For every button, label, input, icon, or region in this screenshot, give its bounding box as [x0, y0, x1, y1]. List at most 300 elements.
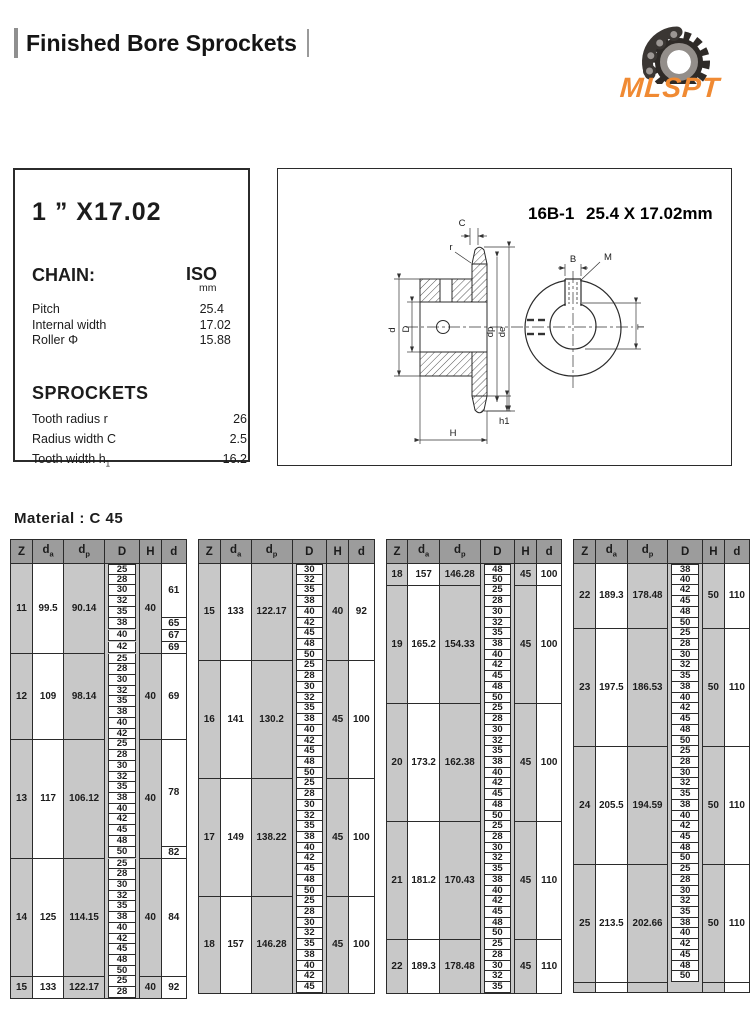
- row-label: Tooth radius r: [32, 411, 108, 426]
- cell-D: 28: [105, 987, 140, 998]
- cell-D: 45: [668, 596, 702, 607]
- cell-D: 42: [292, 736, 327, 747]
- cell-D: 28: [480, 950, 514, 961]
- cell-D: 35: [480, 746, 514, 757]
- cell-D: 30: [668, 886, 702, 897]
- cell-D: 30: [668, 650, 702, 661]
- cell-D: 32: [480, 736, 514, 747]
- cell-H: 45: [327, 896, 349, 993]
- cell-dp: 154.33: [439, 585, 480, 703]
- cell-D: 40: [105, 630, 140, 642]
- cell-D: 32: [292, 693, 327, 704]
- cell-D: 25: [105, 859, 140, 870]
- cell-D: 28: [105, 869, 140, 880]
- cell-D: 50: [480, 693, 514, 704]
- cell-D: 40: [668, 928, 702, 939]
- cell-D: 30: [292, 682, 327, 693]
- col-header-Z: Z: [574, 540, 596, 564]
- cell-D: 42: [292, 618, 327, 629]
- cell-D: 38: [292, 714, 327, 725]
- cell-H: 45: [515, 564, 537, 586]
- col-header-d: d: [349, 540, 374, 564]
- cell-da: 157: [220, 896, 251, 993]
- cell-D: 50: [480, 928, 514, 939]
- cell-D: 32: [292, 928, 327, 939]
- dim-label-d: d: [387, 327, 398, 333]
- cell-D: 25: [105, 654, 140, 665]
- cell-D: 40: [668, 811, 702, 822]
- cell-D: 25: [292, 896, 327, 907]
- cell-D: 42: [105, 814, 140, 825]
- cell-D: 40: [480, 886, 514, 897]
- cell-D: 42: [668, 821, 702, 832]
- cell-H: 40: [139, 859, 161, 977]
- cell-H: 45: [515, 939, 537, 993]
- cell-z: 13: [11, 739, 33, 858]
- cell-D: 42: [105, 642, 140, 654]
- cell-d: 84: [161, 859, 186, 977]
- cell-D: 30: [292, 800, 327, 811]
- cell-D: 35: [105, 607, 140, 618]
- cell-D: 30: [292, 918, 327, 929]
- cell-D: 32: [668, 660, 702, 671]
- cell-d: 69: [161, 654, 186, 740]
- cell-D: 42: [105, 934, 140, 945]
- col-header-d: d: [724, 540, 749, 564]
- cell-D: 45: [292, 746, 327, 757]
- cell-H: 50: [702, 864, 724, 982]
- cell-dp: 202.66: [627, 864, 668, 982]
- cell-D: 40: [292, 725, 327, 736]
- drawing-title-code: 16B-1: [528, 204, 575, 223]
- row-label: Pitch: [32, 302, 60, 316]
- cell-D: 45: [292, 628, 327, 639]
- cell-D: 38: [480, 875, 514, 886]
- cell-da: 133: [220, 564, 251, 661]
- dim-label-M: M: [604, 252, 612, 263]
- tables-section: [10, 539, 750, 999]
- cell-D: 48: [668, 607, 702, 618]
- cell-D: 45: [480, 671, 514, 682]
- cell-z: 12: [11, 654, 33, 740]
- cell-D: 28: [668, 639, 702, 650]
- cell-D: 25: [668, 628, 702, 639]
- col-header-da: $d_a$: [596, 540, 627, 564]
- cell-D: 35: [668, 789, 702, 800]
- cell-D: 25: [292, 778, 327, 789]
- row-value: 17.02: [199, 317, 231, 332]
- cell-d: 69: [161, 642, 186, 654]
- col-header-da: $d_a$: [408, 540, 439, 564]
- cell-H: 50: [702, 628, 724, 746]
- cell-H: 45: [515, 703, 537, 821]
- row-label: Radius width C: [32, 431, 117, 446]
- cell-D: 38: [480, 639, 514, 650]
- cell-D: 50: [105, 847, 140, 859]
- cell-D: 28: [105, 664, 140, 675]
- col-header-da: $d_a$: [220, 540, 251, 564]
- cell-z: 16: [198, 660, 220, 778]
- cell-D: 30: [480, 961, 514, 972]
- cell-dp: 146.28: [251, 896, 292, 993]
- cell-D: 45: [668, 832, 702, 843]
- cell-D: 28: [292, 789, 327, 800]
- page-title: Finished Bore Sprockets: [26, 29, 297, 56]
- row-value: 16.2: [222, 451, 247, 466]
- cell-z: 14: [11, 859, 33, 977]
- cell-D: 45: [292, 982, 327, 993]
- cell-D: 30: [480, 843, 514, 854]
- cell-empty: [596, 982, 627, 993]
- row-value: 26: [233, 411, 247, 426]
- cell-empty: [668, 982, 702, 993]
- cell-D: 30: [668, 768, 702, 779]
- col-header-H: H: [702, 540, 724, 564]
- dim-label-dp: dp: [485, 326, 496, 338]
- dim-label-C: C: [458, 218, 466, 229]
- cell-D: 48: [480, 800, 514, 811]
- cell-D: 45: [292, 864, 327, 875]
- material-label: Material : C 45: [14, 510, 124, 527]
- cell-dp: 122.17: [64, 976, 105, 998]
- cell-dp: 186.53: [627, 628, 668, 746]
- cell-D: 32: [105, 596, 140, 607]
- cell-D: 42: [480, 778, 514, 789]
- cell-dp: 90.14: [64, 564, 105, 654]
- cell-D: 38: [668, 918, 702, 929]
- cell-empty: [627, 982, 668, 993]
- cell-d: 110: [537, 939, 562, 993]
- cell-D: 35: [105, 696, 140, 707]
- cell-H: 45: [515, 821, 537, 939]
- cell-da: 133: [33, 976, 64, 998]
- cell-D: 40: [668, 693, 702, 704]
- spec-row-roller: [15, 333, 248, 349]
- cell-dp: 194.59: [627, 746, 668, 864]
- col-header-Z: Z: [386, 540, 408, 564]
- cell-D: 50: [292, 886, 327, 897]
- col-header-Z: Z: [198, 540, 220, 564]
- col-header-H: H: [327, 540, 349, 564]
- col-header-dp: $d_p$: [251, 540, 292, 564]
- cell-D: 42: [292, 971, 327, 982]
- col-header-dp: $d_p$: [64, 540, 105, 564]
- cell-z: 21: [386, 821, 408, 939]
- cell-D: 48: [668, 725, 702, 736]
- cell-d: 100: [537, 564, 562, 586]
- cell-dp: 122.17: [251, 564, 292, 661]
- cell-z: 11: [11, 564, 33, 654]
- chain-label: CHAIN:: [32, 265, 95, 285]
- dim-label-h1: h1: [499, 416, 510, 427]
- cell-D: 32: [480, 971, 514, 982]
- cell-da: 197.5: [596, 628, 627, 746]
- cell-da: 189.3: [596, 564, 627, 629]
- cell-D: 32: [480, 618, 514, 629]
- row-value: 25.4: [199, 302, 224, 316]
- cell-d: 61: [161, 564, 186, 618]
- cell-D: 48: [105, 955, 140, 966]
- cell-D: 25: [105, 739, 140, 750]
- cell-d: 100: [349, 896, 374, 993]
- cell-da: 181.2: [408, 821, 439, 939]
- cell-D: 25: [292, 660, 327, 671]
- cell-D: 38: [105, 618, 140, 630]
- cell-D: 40: [480, 768, 514, 779]
- cell-D: 40: [105, 804, 140, 815]
- cell-da: 189.3: [408, 939, 439, 993]
- cell-D: 40: [292, 843, 327, 854]
- col-header-D: D: [292, 540, 327, 564]
- sprocket-table-1: [10, 539, 187, 999]
- spec-row-tooth-radius: [15, 412, 248, 432]
- cell-dp: 162.38: [439, 703, 480, 821]
- cell-D: 35: [292, 939, 327, 950]
- cell-dp: 130.2: [251, 660, 292, 778]
- spec-row-tooth-width: [15, 452, 248, 472]
- cell-D: 38: [668, 564, 702, 575]
- technical-drawing-card: [277, 168, 732, 466]
- spec-row-internal-width: [15, 318, 248, 334]
- cell-D: 45: [480, 907, 514, 918]
- title-left-bar: [14, 28, 18, 58]
- dim-label-de: de: [497, 326, 508, 338]
- row-label: Roller Φ: [32, 333, 79, 347]
- cell-z: 24: [574, 746, 596, 864]
- cell-d: 110: [724, 628, 749, 746]
- cell-D: 35: [668, 907, 702, 918]
- brand-logo: [610, 22, 730, 104]
- cell-D: 45: [105, 944, 140, 955]
- cell-D: 40: [292, 961, 327, 972]
- cell-z: 22: [386, 939, 408, 993]
- cell-dp: 98.14: [64, 654, 105, 740]
- cell-D: 40: [480, 650, 514, 661]
- row-value: 2.5: [229, 431, 247, 446]
- cell-D: 30: [105, 880, 140, 891]
- cell-D: 45: [480, 789, 514, 800]
- cell-D: 48: [668, 843, 702, 854]
- cell-D: 38: [292, 832, 327, 843]
- cell-D: 25: [668, 864, 702, 875]
- cell-D: 32: [668, 778, 702, 789]
- cell-D: 48: [480, 682, 514, 693]
- cell-D: 35: [668, 671, 702, 682]
- cell-D: 38: [105, 912, 140, 923]
- col-header-Z: Z: [11, 540, 33, 564]
- cell-empty: [724, 982, 749, 993]
- cell-D: 50: [105, 966, 140, 977]
- cell-D: 40: [105, 923, 140, 934]
- cell-da: 141: [220, 660, 251, 778]
- cell-D: 48: [292, 639, 327, 650]
- cell-z: 17: [198, 778, 220, 896]
- spec-row-radius-width: [15, 432, 248, 452]
- cell-d: 100: [537, 703, 562, 821]
- cell-D: 50: [668, 971, 702, 982]
- cell-D: 25: [668, 746, 702, 757]
- cell-D: 32: [292, 811, 327, 822]
- cell-H: 50: [702, 746, 724, 864]
- sprocket-table-3: [386, 539, 563, 994]
- cell-da: 157: [408, 564, 439, 586]
- cell-D: 28: [105, 750, 140, 761]
- cell-d: 110: [724, 864, 749, 982]
- cell-D: 28: [480, 714, 514, 725]
- cell-da: 109: [33, 654, 64, 740]
- cell-d: 100: [349, 660, 374, 778]
- cell-D: 35: [480, 864, 514, 875]
- iso-label: ISO: [186, 264, 218, 284]
- cell-D: 42: [480, 660, 514, 671]
- title-right-bar: [307, 29, 309, 57]
- row-value: 15.88: [199, 333, 231, 347]
- col-header-D: D: [668, 540, 702, 564]
- cell-D: 38: [292, 596, 327, 607]
- col-header-H: H: [139, 540, 161, 564]
- cell-H: 40: [139, 654, 161, 740]
- cell-D: 50: [292, 768, 327, 779]
- cell-D: 45: [668, 950, 702, 961]
- cell-dp: 138.22: [251, 778, 292, 896]
- cell-D: 28: [480, 832, 514, 843]
- dim-label-r: r: [449, 242, 453, 253]
- cell-D: 38: [105, 707, 140, 718]
- cell-d: 65: [161, 618, 186, 630]
- brand-wordmark: MLSPT: [618, 72, 722, 103]
- cell-D: 25: [480, 703, 514, 714]
- chain-size-title: 1 ” X17.02: [32, 198, 162, 226]
- cell-z: 15: [198, 564, 220, 661]
- dim-label-B: B: [569, 254, 577, 265]
- cell-H: 45: [327, 778, 349, 896]
- col-header-D: D: [105, 540, 140, 564]
- row-label: Internal width: [32, 317, 107, 332]
- cell-D: 48: [480, 918, 514, 929]
- cell-da: 99.5: [33, 564, 64, 654]
- cell-D: 28: [480, 596, 514, 607]
- cell-D: 42: [668, 585, 702, 596]
- sprocket-spec-rows: [15, 412, 248, 472]
- cell-D: 45: [105, 825, 140, 836]
- row-label: Tooth width $h_1$: [32, 451, 111, 468]
- cell-D: 42: [292, 853, 327, 864]
- cell-dp: 146.28: [439, 564, 480, 586]
- cell-dp: 170.43: [439, 821, 480, 939]
- cell-z: 22: [574, 564, 596, 629]
- cell-D: 25: [480, 585, 514, 596]
- cell-D: 32: [105, 686, 140, 697]
- cell-H: 40: [139, 564, 161, 654]
- cell-d: 100: [537, 585, 562, 703]
- cell-D: 50: [668, 736, 702, 747]
- cell-D: 28: [668, 875, 702, 886]
- col-header-da: $d_a$: [33, 540, 64, 564]
- cell-D: 38: [668, 682, 702, 693]
- cell-H: 45: [515, 585, 537, 703]
- cell-D: 38: [292, 950, 327, 961]
- cell-D: 50: [668, 853, 702, 864]
- cell-D: 42: [668, 939, 702, 950]
- cell-D: 30: [105, 675, 140, 686]
- cell-D: 50: [480, 811, 514, 822]
- cards-row: [13, 168, 732, 466]
- cell-D: 28: [105, 575, 140, 586]
- cell-dp: 178.48: [439, 939, 480, 993]
- dim-label-T: T: [636, 324, 647, 330]
- cell-D: 35: [480, 982, 514, 993]
- cell-D: 40: [105, 718, 140, 729]
- cell-d: 110: [724, 564, 749, 629]
- cell-D: 40: [292, 607, 327, 618]
- cell-d: 110: [537, 821, 562, 939]
- cell-da: 125: [33, 859, 64, 977]
- cell-z: 18: [386, 564, 408, 586]
- cell-D: 32: [480, 853, 514, 864]
- cell-d: 92: [349, 564, 374, 661]
- cell-D: 35: [292, 703, 327, 714]
- cell-D: 35: [480, 628, 514, 639]
- col-header-d: d: [161, 540, 186, 564]
- cell-D: 38: [105, 793, 140, 804]
- cell-D: 28: [292, 671, 327, 682]
- iso-unit-block: [186, 265, 234, 294]
- cell-D: 48: [105, 836, 140, 847]
- cell-D: 42: [105, 729, 140, 740]
- cell-z: 19: [386, 585, 408, 703]
- cell-H: 40: [327, 564, 349, 661]
- cell-D: 50: [480, 575, 514, 586]
- cell-d: 110: [724, 746, 749, 864]
- cell-d: 78: [161, 739, 186, 846]
- cell-da: 205.5: [596, 746, 627, 864]
- col-header-D: D: [480, 540, 514, 564]
- chain-section-header: [32, 265, 234, 294]
- cell-z: 15: [11, 976, 33, 998]
- cell-D: 50: [292, 650, 327, 661]
- sprocket-table-4: [573, 539, 750, 993]
- cell-d: 67: [161, 630, 186, 642]
- cell-empty: [702, 982, 724, 993]
- cell-D: 25: [105, 976, 140, 987]
- cell-H: 45: [327, 660, 349, 778]
- cell-dp: 178.48: [627, 564, 668, 629]
- cell-da: 173.2: [408, 703, 439, 821]
- cell-D: 40: [668, 575, 702, 586]
- cell-D: 30: [480, 607, 514, 618]
- cell-D: 28: [668, 757, 702, 768]
- chain-spec-rows: [15, 302, 248, 349]
- cell-da: 117: [33, 739, 64, 858]
- cell-D: 50: [668, 618, 702, 629]
- dim-label-H: H: [449, 428, 457, 439]
- sprocket-technical-drawing: [278, 169, 730, 464]
- cell-D: 28: [292, 907, 327, 918]
- cell-D: 30: [105, 761, 140, 772]
- cell-D: 48: [292, 875, 327, 886]
- cell-z: 18: [198, 896, 220, 993]
- cell-d: 82: [161, 847, 186, 859]
- cell-D: 32: [668, 896, 702, 907]
- cell-D: 30: [292, 564, 327, 575]
- cell-D: 48: [480, 564, 514, 575]
- spec-card: [13, 168, 250, 468]
- cell-D: 32: [105, 891, 140, 902]
- cell-H: 50: [702, 564, 724, 629]
- cell-D: 35: [105, 782, 140, 793]
- cell-D: 35: [292, 821, 327, 832]
- cell-d: 100: [349, 778, 374, 896]
